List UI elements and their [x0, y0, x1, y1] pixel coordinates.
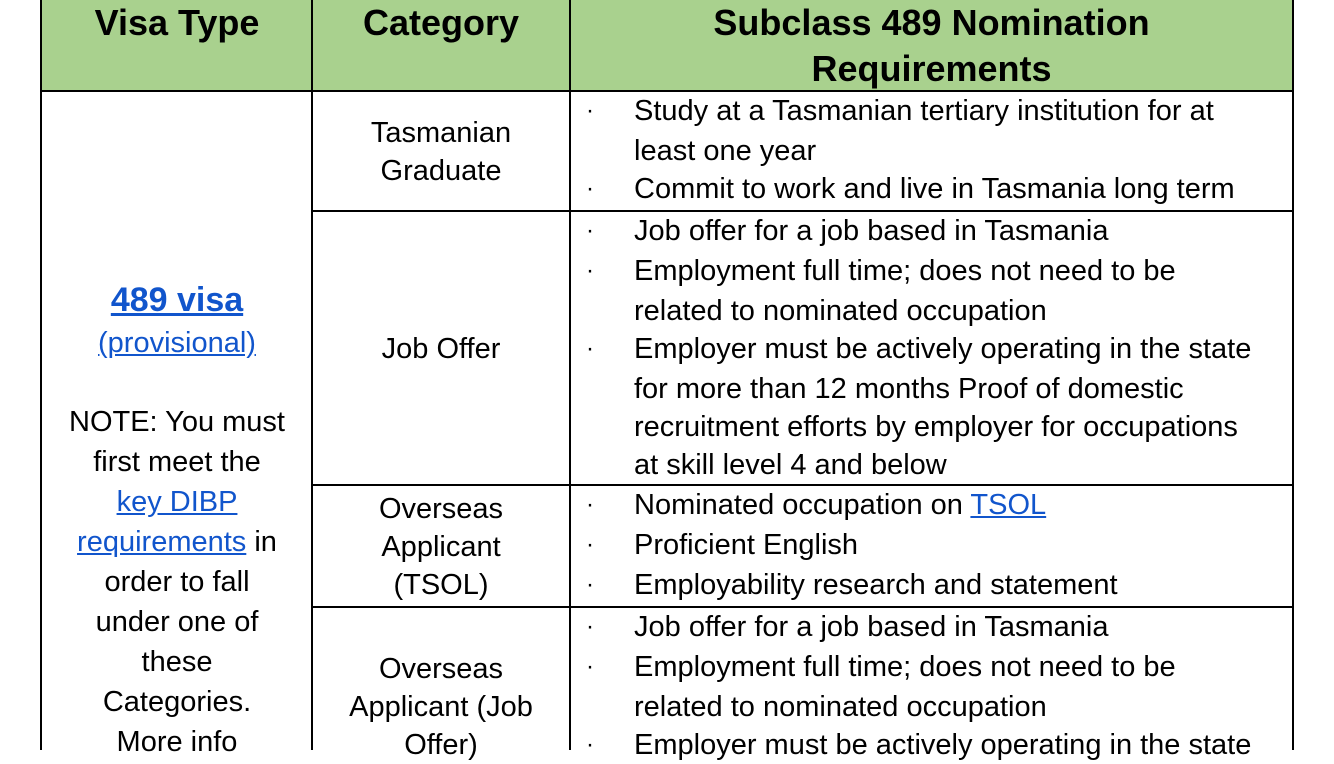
- bullet: ·: [586, 217, 594, 244]
- bullet: ·: [586, 491, 594, 518]
- category-line: Tasmanian: [370, 117, 512, 149]
- category-job-offer: [312, 330, 570, 368]
- requirement-text-prefix: Nominated occupation on: [634, 489, 971, 521]
- bullet: ·: [586, 613, 594, 640]
- note-line: Categories.: [102, 686, 252, 718]
- requirement-text: at skill level 4 and below: [634, 449, 947, 481]
- requirement-text: least one year: [634, 135, 817, 167]
- bullet: ·: [586, 731, 594, 758]
- header-requirements-line-1: Subclass 489 Nomination: [713, 2, 1150, 43]
- visa-provisional-link-text[interactable]: (provisional): [98, 327, 256, 359]
- category-line: Graduate: [380, 155, 502, 187]
- requirement-text: Employment full time; does not need to be: [634, 651, 1176, 683]
- category-tasmanian-graduate: [312, 114, 570, 190]
- requirement-text: Employer must be actively operating in the state: [634, 333, 1252, 365]
- requirement-text: Proficient English: [634, 529, 859, 561]
- category-line: (TSOL): [393, 569, 489, 601]
- bullet: ·: [586, 653, 594, 680]
- table-border-right: [1292, 0, 1294, 750]
- note-line: order to fall: [104, 566, 250, 598]
- requirement-text: [634, 488, 1046, 522]
- bullet: ·: [586, 97, 594, 124]
- visa-provisional-link[interactable]: [42, 324, 312, 362]
- note-line: these: [141, 646, 213, 678]
- requirement-text: Employer must be actively operating in the state: [634, 729, 1252, 761]
- requirement-text: recruitment efforts by employer for occupations: [634, 411, 1238, 443]
- header-category: Category: [362, 2, 520, 43]
- header-visa-type: Visa Type: [94, 2, 260, 43]
- tsol-link[interactable]: TSOL: [970, 489, 1047, 521]
- requirement-text: Study at a Tasmanian tertiary institution for at: [634, 95, 1214, 127]
- requirement-text: Commit to work and live in Tasmania long term: [634, 173, 1235, 205]
- category-line: Job Offer: [381, 333, 501, 365]
- category-line: Applicant: [381, 531, 501, 563]
- category-line: Overseas: [378, 653, 504, 685]
- note-line: More info: [116, 726, 238, 758]
- row-border-3: [311, 606, 1294, 608]
- requirement-text: Job offer for a job based in Tasmania: [634, 215, 1109, 247]
- requirement-text: Employability research and statement: [634, 569, 1118, 601]
- bullet: ·: [586, 257, 594, 284]
- category-overseas-job-offer: [312, 650, 570, 764]
- note-in-text: in: [246, 526, 277, 558]
- bullet: ·: [586, 335, 594, 362]
- category-line: Applicant (Job: [349, 691, 533, 723]
- note-line: NOTE: You must: [69, 406, 285, 438]
- visa-489-link-text[interactable]: 489 visa: [110, 281, 244, 319]
- bullet: ·: [586, 571, 594, 598]
- category-overseas-tsol: [312, 490, 570, 604]
- header-requirements: [570, 0, 1293, 92]
- note-line[interactable]: [42, 482, 312, 522]
- requirement-text: Job offer for a job based in Tasmania: [634, 611, 1109, 643]
- requirement-text: Employment full time; does not need to be: [634, 255, 1176, 287]
- row-border-2: [311, 484, 1294, 486]
- category-line: Offer): [404, 729, 478, 761]
- bullet: ·: [586, 175, 594, 202]
- requirement-text: related to nominated occupation: [634, 691, 1047, 723]
- category-line: Overseas: [378, 493, 504, 525]
- row-border-1: [311, 210, 1294, 212]
- requirement-text: related to nominated occupation: [634, 295, 1047, 327]
- table-border-col2: [569, 0, 571, 750]
- note-line: first meet the: [93, 446, 261, 478]
- visa-note: [42, 402, 312, 762]
- header-requirements-line-2: Requirements: [811, 48, 1052, 89]
- visa-489-link[interactable]: [42, 279, 312, 321]
- note-line: under one of: [95, 606, 259, 638]
- requirement-text: for more than 12 months Proof of domestic: [634, 373, 1184, 405]
- note-line[interactable]: [42, 522, 312, 562]
- requirements-link[interactable]: requirements: [77, 526, 247, 558]
- bullet: ·: [586, 531, 594, 558]
- key-dibp-link[interactable]: key DIBP: [116, 486, 238, 518]
